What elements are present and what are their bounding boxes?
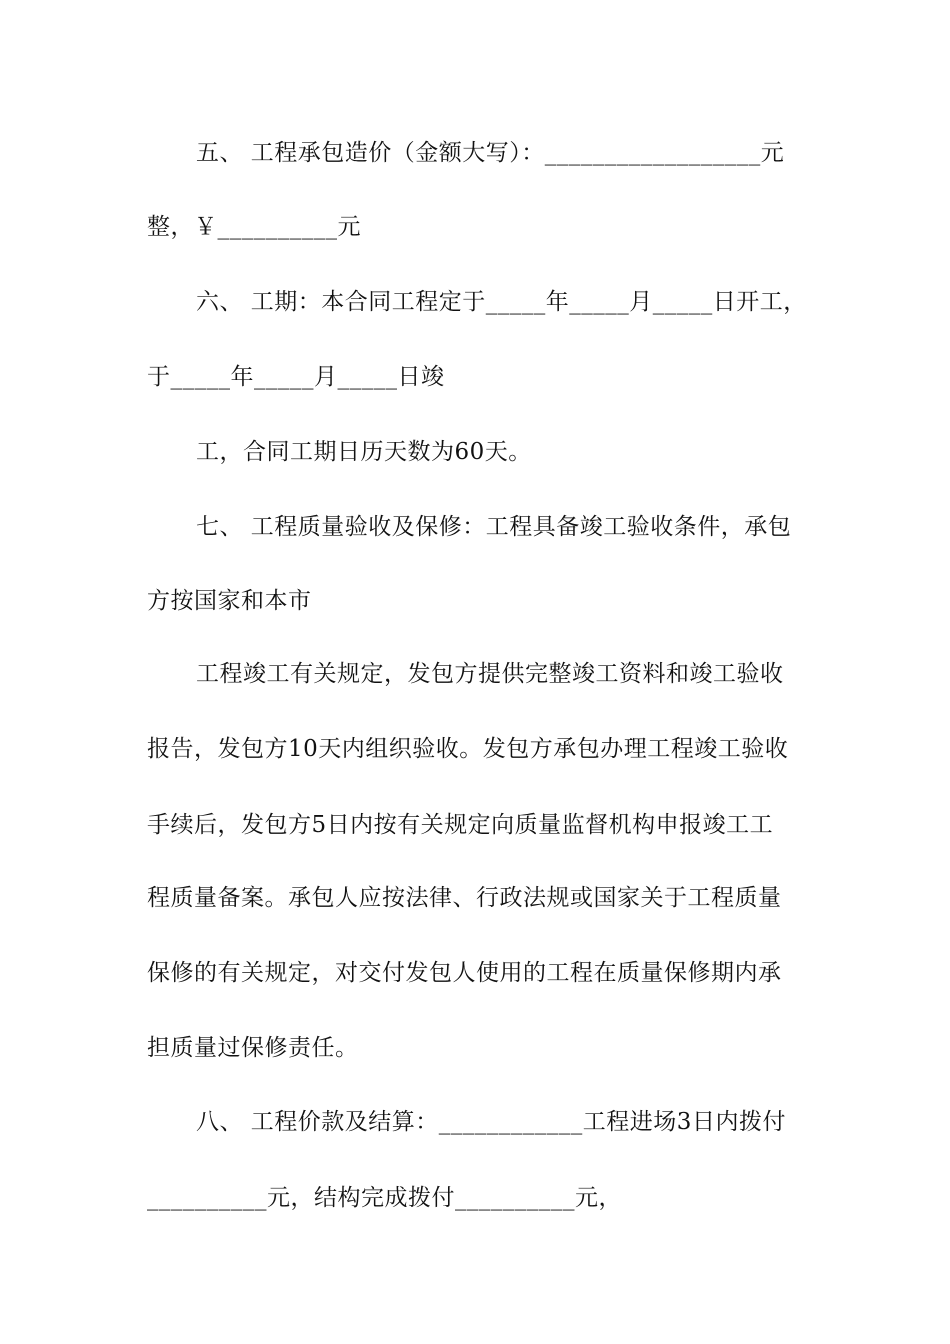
section-5-price-line: 五、 工程承包造价（金额大写）：__________________元 <box>196 140 785 166</box>
section-7-acceptance-line: 七、 工程质量验收及保修：工程具备竣工验收条件，承包 <box>196 514 792 540</box>
section-7-paragraph-line-5: 保修的有关规定，对交付发包人使用的工程在质量保修期内承 <box>147 960 782 986</box>
section-7-acceptance-continuation: 方按国家和本市 <box>147 588 312 614</box>
section-5-price-continuation: 整，￥__________元 <box>147 214 361 240</box>
section-8-payment-line: 八、 工程价款及结算：____________工程进场3日内拨付 <box>196 1109 786 1135</box>
section-7-paragraph-line-3: 手续后，发包方5日内按有关规定向质量监督机构申报竣工工 <box>147 812 774 838</box>
section-7-paragraph-line-6: 担质量过保修责任。 <box>147 1035 359 1061</box>
section-6-schedule-continuation: 于_____年_____月_____日竣 <box>147 364 445 390</box>
section-7-paragraph-line-4: 程质量备案。承包人应按法律、行政法规或国家关于工程质量 <box>147 885 782 911</box>
section-6-duration-line: 工，合同工期日历天数为60天。 <box>196 439 532 465</box>
section-8-payment-continuation: __________元，结构完成拨付__________元， <box>147 1185 622 1211</box>
section-7-paragraph-line-1: 工程竣工有关规定，发包方提供完整竣工资料和竣工验收 <box>196 661 784 687</box>
section-7-paragraph-line-2: 报告，发包方10天内组织验收。发包方承包办理工程竣工验收 <box>147 736 789 762</box>
section-6-schedule-line: 六、 工期：本合同工程定于_____年_____月_____日开工， <box>196 289 807 315</box>
